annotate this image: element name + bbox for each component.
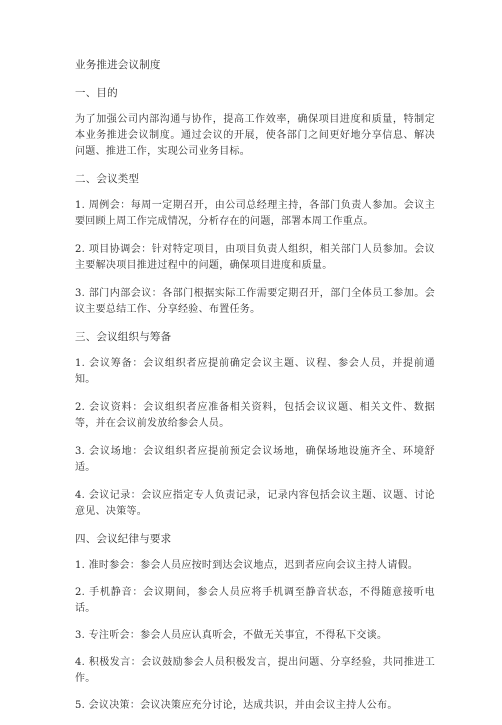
paragraph-department-meeting: 3. 部门内部会议：各部门根据实际工作需要定期召开，部门全体员工参加。会议主要总结工作、分享经验、布置任务。: [75, 288, 435, 315]
section-heading-meeting-types: 二、会议类型: [75, 173, 140, 185]
paragraph-focus: 3. 专注听会：参会人员应认真听会，不做无关事宜，不得私下交谈。: [75, 630, 388, 641]
paragraph-punctuality: 1. 准时参会：参会人员应按时到达会议地点，迟到者应向会议主持人请假。: [75, 560, 419, 571]
document-body: [75, 58, 435, 725]
paragraph-purpose: 为了加强公司内部沟通与协作，提高工作效率，确保项目进度和质量，特制定本业务推进会议制度。通过会议的开展，使各部门之间更好地分享信息、解决问题、推进工作，实现公司业务目标。: [75, 114, 435, 157]
paragraph-speak-up: 4. 积极发言：会议鼓励参会人员积极发言，提出问题、分享经验，共同推进工作。: [75, 657, 435, 684]
section-heading-discipline: 四、会议纪律与要求: [75, 533, 172, 545]
document-title: 业务推进会议制度: [75, 59, 161, 71]
paragraph-materials: 2. 会议资料：会议组织者应准备相关资料，包括会议议题、相关文件、数据等，并在会议前发放给参会人员。: [75, 402, 435, 429]
section-heading-purpose: 一、目的: [75, 87, 118, 99]
paragraph-phone-silent: 2. 手机静音：会议期间，参会人员应将手机调至静音状态，不得随意接听电话。: [75, 587, 435, 614]
paragraph-decision: 5. 会议决策：会议决策应充分讨论，达成共识，并由会议主持人公布。: [75, 700, 398, 711]
paragraph-minutes: 4. 会议记录：会议应指定专人负责记录，记录内容包括会议主题、议题、讨论意见、决策等。: [75, 490, 435, 517]
paragraph-project-meeting: 2. 项目协调会：针对特定项目，由项目负责人组织，相关部门人员参加。会议主要解决项目推进过程中的问题，确保项目进度和质量。: [75, 244, 435, 271]
paragraph-preparation: 1. 会议筹备：会议组织者应提前确定会议主题、议程、参会人员，并提前通知。: [75, 358, 435, 385]
paragraph-venue: 3. 会议场地：会议组织者应提前预定会议场地，确保场地设施齐全、环境舒适。: [75, 446, 435, 473]
paragraph-weekly-meeting: 1. 周例会：每周一定期召开，由公司总经理主持，各部门负责人参加。会议主要回顾上周工作完成情况，分析存在的问题，部署本周工作重点。: [75, 200, 435, 227]
section-heading-organization: 三、会议组织与筹备: [75, 331, 172, 343]
